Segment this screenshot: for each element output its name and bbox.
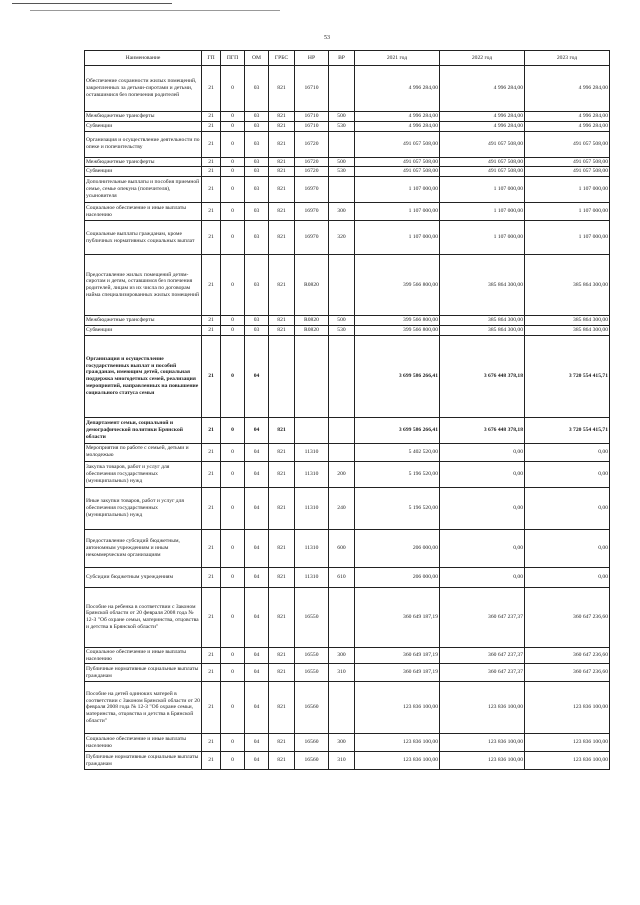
table-row — [85, 587, 610, 647]
cell-vr: 530 — [329, 325, 355, 335]
header-rule-short — [12, 3, 172, 4]
cell-nr: 16720 — [295, 167, 329, 177]
cell-grbs: 821 — [269, 417, 295, 443]
cell-pgp: 0 — [221, 487, 245, 529]
cell-vr — [329, 587, 355, 647]
header-rule-long — [30, 10, 280, 11]
cell-2021: 4 996 284,00 — [355, 66, 440, 112]
table-row — [85, 112, 610, 122]
table-row — [85, 316, 610, 326]
header-2023: 2023 год — [525, 51, 610, 66]
cell-name: Закупка товаров, работ и услуг для обеспечения государственных (муниципальных) нужд — [85, 461, 202, 487]
cell-om: 04 — [245, 752, 269, 770]
cell-pgp: 0 — [221, 647, 245, 664]
cell-pgp: 0 — [221, 734, 245, 752]
cell-grbs: 821 — [269, 203, 295, 221]
cell-nr: 16710 — [295, 112, 329, 122]
cell-2021: 1 107 000,00 — [355, 221, 440, 255]
table-row — [85, 203, 610, 221]
cell-nr — [295, 335, 329, 417]
cell-2022: 0,00 — [440, 529, 525, 567]
cell-gp: 21 — [202, 487, 221, 529]
cell-gp: 21 — [202, 417, 221, 443]
cell-name: Предоставление субсидий бюджетным, автономным учреждениям и иным некоммерческим организациям — [85, 529, 202, 567]
cell-name: Обеспечение сохранности жилых помещений, закрепленных за детьми-сиротами и детьми, оставшимися без попечения родителей — [85, 66, 202, 112]
cell-2022: 0,00 — [440, 567, 525, 587]
cell-2022: 1 107 000,00 — [440, 177, 525, 203]
cell-2022: 491 057 508,00 — [440, 167, 525, 177]
cell-pgp: 0 — [221, 443, 245, 461]
cell-om: 04 — [245, 682, 269, 734]
cell-gp: 21 — [202, 203, 221, 221]
cell-om: 03 — [245, 131, 269, 157]
cell-gp: 21 — [202, 131, 221, 157]
cell-om: 04 — [245, 417, 269, 443]
cell-vr — [329, 682, 355, 734]
cell-om: 03 — [245, 177, 269, 203]
cell-2022: 123 836 100,00 — [440, 734, 525, 752]
table-row — [85, 664, 610, 682]
cell-grbs: 821 — [269, 734, 295, 752]
cell-nr: 16970 — [295, 203, 329, 221]
cell-2022: 1 107 000,00 — [440, 203, 525, 221]
cell-om: 03 — [245, 325, 269, 335]
cell-2022: 360 647 237,37 — [440, 664, 525, 682]
cell-2022: 4 996 284,00 — [440, 66, 525, 112]
cell-2021: 3 699 586 266,41 — [355, 417, 440, 443]
cell-vr: 300 — [329, 203, 355, 221]
cell-name: Субвенции — [85, 121, 202, 131]
cell-2021: 206 000,00 — [355, 567, 440, 587]
table-row — [85, 417, 610, 443]
cell-om: 03 — [245, 167, 269, 177]
cell-pgp: 0 — [221, 567, 245, 587]
cell-vr — [329, 335, 355, 417]
cell-vr: 500 — [329, 316, 355, 326]
cell-gp: 21 — [202, 567, 221, 587]
cell-2021: 5 196 520,00 — [355, 461, 440, 487]
cell-nr: R0820 — [295, 255, 329, 316]
cell-pgp: 0 — [221, 335, 245, 417]
cell-om: 04 — [245, 487, 269, 529]
cell-name: Межбюджетные трансферты — [85, 112, 202, 122]
cell-om: 03 — [245, 157, 269, 167]
cell-pgp: 0 — [221, 121, 245, 131]
cell-2023: 3 720 554 415,71 — [525, 335, 610, 417]
cell-2023: 4 996 284,00 — [525, 121, 610, 131]
cell-name: Субсидии бюджетным учреждениям — [85, 567, 202, 587]
cell-2022: 123 836 100,00 — [440, 682, 525, 734]
cell-2022: 3 676 448 378,18 — [440, 335, 525, 417]
cell-gp: 21 — [202, 647, 221, 664]
cell-2021: 399 566 800,00 — [355, 316, 440, 326]
cell-2023: 385 864 300,00 — [525, 325, 610, 335]
cell-pgp: 0 — [221, 255, 245, 316]
cell-2022: 0,00 — [440, 443, 525, 461]
cell-vr: 530 — [329, 167, 355, 177]
cell-nr: R0820 — [295, 316, 329, 326]
cell-pgp: 0 — [221, 682, 245, 734]
cell-name: Предоставление жилых помещений детям-сиротам и детям, оставшимся без попечения родителей, лицам из их числа по договорам найма специализированных жилых помещений — [85, 255, 202, 316]
cell-nr: 16550 — [295, 587, 329, 647]
cell-vr: 240 — [329, 487, 355, 529]
cell-nr: 11310 — [295, 443, 329, 461]
cell-name: Мероприятия по работе с семьей, детьми и молодежью — [85, 443, 202, 461]
cell-gp: 21 — [202, 316, 221, 326]
cell-pgp: 0 — [221, 66, 245, 112]
cell-name: Социальные выплаты гражданам, кроме публичных нормативных социальных выплат — [85, 221, 202, 255]
header-grbs: ГРБС — [269, 51, 295, 66]
cell-om: 04 — [245, 647, 269, 664]
cell-gp: 21 — [202, 325, 221, 335]
cell-2022: 360 647 237,37 — [440, 587, 525, 647]
cell-name: Пособие на детей одиноких матерей в соответствии с Законом Брянской области от 20 февраля 2008 года № 12-З "Об охране семьи, материнства, отцовства и детства в Брянской области" — [85, 682, 202, 734]
cell-grbs: 821 — [269, 157, 295, 167]
cell-2023: 0,00 — [525, 461, 610, 487]
cell-2021: 360 649 187,19 — [355, 587, 440, 647]
table-header-row — [85, 51, 610, 66]
cell-2023: 123 836 100,00 — [525, 734, 610, 752]
cell-nr: 11310 — [295, 461, 329, 487]
cell-grbs: 821 — [269, 567, 295, 587]
cell-om: 03 — [245, 112, 269, 122]
cell-2022: 4 996 284,00 — [440, 121, 525, 131]
cell-2021: 399 566 800,00 — [355, 325, 440, 335]
cell-2023: 0,00 — [525, 487, 610, 529]
cell-2023: 360 647 236,60 — [525, 587, 610, 647]
cell-2023: 1 107 000,00 — [525, 221, 610, 255]
cell-vr — [329, 443, 355, 461]
cell-2023: 491 057 508,00 — [525, 167, 610, 177]
cell-name: Иные закупки товаров, работ и услуг для обеспечения государственных (муниципальных) нужд — [85, 487, 202, 529]
cell-name: Социальное обеспечение и иные выплаты населению — [85, 734, 202, 752]
cell-nr: 11310 — [295, 567, 329, 587]
cell-2023: 1 107 000,00 — [525, 177, 610, 203]
cell-vr: 610 — [329, 567, 355, 587]
cell-name: Социальное обеспечение и иные выплаты населению — [85, 647, 202, 664]
cell-gp: 21 — [202, 752, 221, 770]
table-row — [85, 255, 610, 316]
cell-2021: 123 836 100,00 — [355, 752, 440, 770]
cell-grbs: 821 — [269, 461, 295, 487]
cell-gp: 21 — [202, 221, 221, 255]
cell-2023: 360 647 236,60 — [525, 647, 610, 664]
cell-gp: 21 — [202, 66, 221, 112]
cell-grbs: 821 — [269, 325, 295, 335]
cell-2023: 385 864 300,00 — [525, 316, 610, 326]
cell-vr: 200 — [329, 461, 355, 487]
cell-pgp: 0 — [221, 131, 245, 157]
table-row — [85, 325, 610, 335]
table-row — [85, 752, 610, 770]
cell-name: Субвенции — [85, 167, 202, 177]
cell-vr — [329, 255, 355, 316]
cell-grbs: 821 — [269, 587, 295, 647]
cell-name: Субвенции — [85, 325, 202, 335]
cell-2021: 491 057 508,00 — [355, 131, 440, 157]
cell-2021: 206 000,00 — [355, 529, 440, 567]
header-vr: ВР — [329, 51, 355, 66]
cell-nr: 16710 — [295, 66, 329, 112]
cell-2023: 4 996 284,00 — [525, 112, 610, 122]
cell-2023: 360 647 236,60 — [525, 664, 610, 682]
cell-om: 04 — [245, 567, 269, 587]
cell-2022: 360 647 237,37 — [440, 647, 525, 664]
cell-vr: 310 — [329, 664, 355, 682]
cell-2021: 491 057 508,00 — [355, 157, 440, 167]
table-row — [85, 221, 610, 255]
header-om: ОМ — [245, 51, 269, 66]
cell-gp: 21 — [202, 443, 221, 461]
table-row — [85, 167, 610, 177]
cell-2022: 0,00 — [440, 487, 525, 529]
cell-2022: 3 676 448 378,18 — [440, 417, 525, 443]
cell-vr — [329, 177, 355, 203]
cell-2021: 1 107 000,00 — [355, 177, 440, 203]
cell-vr — [329, 131, 355, 157]
cell-name: Социальное обеспечение и иные выплаты населению — [85, 203, 202, 221]
cell-gp: 21 — [202, 682, 221, 734]
cell-name: Пособие на ребенка в соответствии с Законом Брянской области от 20 февраля 2008 года № 12-З "Об охране семьи, материнства, отцовства и детства в Брянской области" — [85, 587, 202, 647]
cell-2023: 0,00 — [525, 443, 610, 461]
cell-grbs: 821 — [269, 682, 295, 734]
cell-nr: 16970 — [295, 177, 329, 203]
cell-pgp: 0 — [221, 664, 245, 682]
cell-vr: 530 — [329, 121, 355, 131]
cell-om: 03 — [245, 316, 269, 326]
cell-om: 04 — [245, 443, 269, 461]
table-row — [85, 647, 610, 664]
cell-name: Организация и осуществление деятельности по опеке и попечительству — [85, 131, 202, 157]
cell-2021: 5 402 520,00 — [355, 443, 440, 461]
cell-name: Дополнительные выплаты и пособия приемной семье, семье опекуна (попечителя), усыновителя — [85, 177, 202, 203]
table-row — [85, 66, 610, 112]
cell-nr: 16550 — [295, 647, 329, 664]
cell-vr: 320 — [329, 221, 355, 255]
cell-2023: 123 836 100,00 — [525, 752, 610, 770]
cell-2022: 385 864 300,00 — [440, 316, 525, 326]
table-row — [85, 177, 610, 203]
cell-om: 04 — [245, 664, 269, 682]
cell-pgp: 0 — [221, 417, 245, 443]
cell-nr: 16720 — [295, 131, 329, 157]
cell-grbs: 821 — [269, 664, 295, 682]
cell-pgp: 0 — [221, 157, 245, 167]
cell-nr: 16550 — [295, 664, 329, 682]
cell-vr: 500 — [329, 112, 355, 122]
cell-gp: 21 — [202, 177, 221, 203]
cell-nr: 16560 — [295, 752, 329, 770]
table-row — [85, 131, 610, 157]
cell-2023: 491 057 508,00 — [525, 131, 610, 157]
cell-2023: 3 720 554 415,71 — [525, 417, 610, 443]
cell-grbs: 821 — [269, 66, 295, 112]
table-row — [85, 121, 610, 131]
cell-2022: 1 107 000,00 — [440, 221, 525, 255]
cell-vr: 500 — [329, 157, 355, 167]
cell-grbs: 821 — [269, 112, 295, 122]
header-gp: ГП — [202, 51, 221, 66]
cell-vr — [329, 417, 355, 443]
cell-nr: 16560 — [295, 682, 329, 734]
cell-pgp: 0 — [221, 221, 245, 255]
cell-gp: 21 — [202, 157, 221, 167]
table-row — [85, 529, 610, 567]
table-row — [85, 157, 610, 167]
cell-2021: 4 996 284,00 — [355, 112, 440, 122]
cell-2021: 3 699 586 266,41 — [355, 335, 440, 417]
cell-name: Межбюджетные трансферты — [85, 316, 202, 326]
cell-grbs: 821 — [269, 177, 295, 203]
cell-2021: 399 566 800,00 — [355, 255, 440, 316]
table-row — [85, 335, 610, 417]
cell-2022: 385 864 300,00 — [440, 255, 525, 316]
cell-2022: 4 996 284,00 — [440, 112, 525, 122]
page-number: 53 — [324, 35, 330, 41]
cell-nr: R0820 — [295, 325, 329, 335]
cell-name: Департамент семьи, социальной и демографической политики Брянской области — [85, 417, 202, 443]
cell-2022: 0,00 — [440, 461, 525, 487]
cell-2021: 360 649 187,19 — [355, 664, 440, 682]
cell-2021: 1 107 000,00 — [355, 203, 440, 221]
budget-table — [84, 50, 610, 770]
cell-pgp: 0 — [221, 529, 245, 567]
cell-gp: 21 — [202, 461, 221, 487]
cell-nr: 11310 — [295, 487, 329, 529]
cell-grbs: 821 — [269, 487, 295, 529]
cell-grbs: 821 — [269, 529, 295, 567]
table-row — [85, 443, 610, 461]
cell-om: 04 — [245, 587, 269, 647]
cell-om: 04 — [245, 335, 269, 417]
cell-2021: 360 649 187,19 — [355, 647, 440, 664]
table-row — [85, 567, 610, 587]
cell-name: Организация и осуществление государственных выплат и пособий гражданам, имеющим детей, социальная поддержка многодетных семей, реализация мероприятий, направленных на повышение социального статуса семьи — [85, 335, 202, 417]
header-nr: НР — [295, 51, 329, 66]
cell-2023: 123 836 100,00 — [525, 682, 610, 734]
table-row — [85, 461, 610, 487]
cell-gp: 21 — [202, 587, 221, 647]
cell-nr: 16560 — [295, 734, 329, 752]
cell-vr: 300 — [329, 734, 355, 752]
cell-grbs: 821 — [269, 316, 295, 326]
cell-gp: 21 — [202, 529, 221, 567]
cell-nr: 11310 — [295, 529, 329, 567]
cell-nr: 16710 — [295, 121, 329, 131]
header-pgp: ПГП — [221, 51, 245, 66]
cell-grbs: 821 — [269, 131, 295, 157]
table-row — [85, 682, 610, 734]
cell-name: Публичные нормативные социальные выплаты гражданам — [85, 664, 202, 682]
cell-pgp: 0 — [221, 167, 245, 177]
cell-grbs: 821 — [269, 647, 295, 664]
cell-vr: 600 — [329, 529, 355, 567]
cell-pgp: 0 — [221, 587, 245, 647]
cell-gp: 21 — [202, 734, 221, 752]
cell-grbs: 821 — [269, 221, 295, 255]
table-body — [85, 66, 610, 770]
cell-vr: 300 — [329, 647, 355, 664]
cell-2023: 1 107 000,00 — [525, 203, 610, 221]
cell-nr: 16720 — [295, 157, 329, 167]
cell-gp: 21 — [202, 167, 221, 177]
cell-pgp: 0 — [221, 461, 245, 487]
cell-2021: 123 836 100,00 — [355, 682, 440, 734]
header-2022: 2022 год — [440, 51, 525, 66]
cell-grbs: 821 — [269, 121, 295, 131]
cell-om: 04 — [245, 461, 269, 487]
cell-pgp: 0 — [221, 112, 245, 122]
cell-vr: 310 — [329, 752, 355, 770]
cell-pgp: 0 — [221, 203, 245, 221]
cell-om: 03 — [245, 121, 269, 131]
cell-om: 04 — [245, 529, 269, 567]
cell-2021: 5 196 520,00 — [355, 487, 440, 529]
cell-2022: 385 864 300,00 — [440, 325, 525, 335]
cell-gp: 21 — [202, 112, 221, 122]
table-row — [85, 487, 610, 529]
header-2021: 2021 год — [355, 51, 440, 66]
cell-grbs: 821 — [269, 167, 295, 177]
header-name: Наименование — [85, 51, 202, 66]
cell-pgp: 0 — [221, 177, 245, 203]
cell-grbs: 821 — [269, 443, 295, 461]
cell-vr — [329, 66, 355, 112]
cell-gp: 21 — [202, 121, 221, 131]
cell-nr: 16970 — [295, 221, 329, 255]
cell-om: 03 — [245, 221, 269, 255]
cell-om: 03 — [245, 203, 269, 221]
cell-gp: 21 — [202, 335, 221, 417]
cell-2023: 0,00 — [525, 529, 610, 567]
cell-om: 04 — [245, 734, 269, 752]
cell-2023: 491 057 508,00 — [525, 157, 610, 167]
cell-name: Межбюджетные трансферты — [85, 157, 202, 167]
cell-om: 03 — [245, 66, 269, 112]
cell-2021: 491 057 508,00 — [355, 167, 440, 177]
cell-pgp: 0 — [221, 752, 245, 770]
cell-nr — [295, 417, 329, 443]
cell-name: Публичные нормативные социальные выплаты гражданам — [85, 752, 202, 770]
cell-2022: 491 057 508,00 — [440, 131, 525, 157]
cell-2021: 4 996 284,00 — [355, 121, 440, 131]
cell-2023: 385 864 300,00 — [525, 255, 610, 316]
table-row — [85, 734, 610, 752]
cell-grbs: 821 — [269, 752, 295, 770]
cell-grbs: 821 — [269, 255, 295, 316]
cell-gp: 21 — [202, 664, 221, 682]
cell-om: 03 — [245, 255, 269, 316]
cell-2021: 123 836 100,00 — [355, 734, 440, 752]
cell-2023: 0,00 — [525, 567, 610, 587]
cell-2023: 4 996 284,00 — [525, 66, 610, 112]
cell-gp: 21 — [202, 255, 221, 316]
cell-2022: 491 057 508,00 — [440, 157, 525, 167]
cell-2022: 123 836 100,00 — [440, 752, 525, 770]
cell-grbs — [269, 335, 295, 417]
cell-pgp: 0 — [221, 325, 245, 335]
cell-pgp: 0 — [221, 316, 245, 326]
